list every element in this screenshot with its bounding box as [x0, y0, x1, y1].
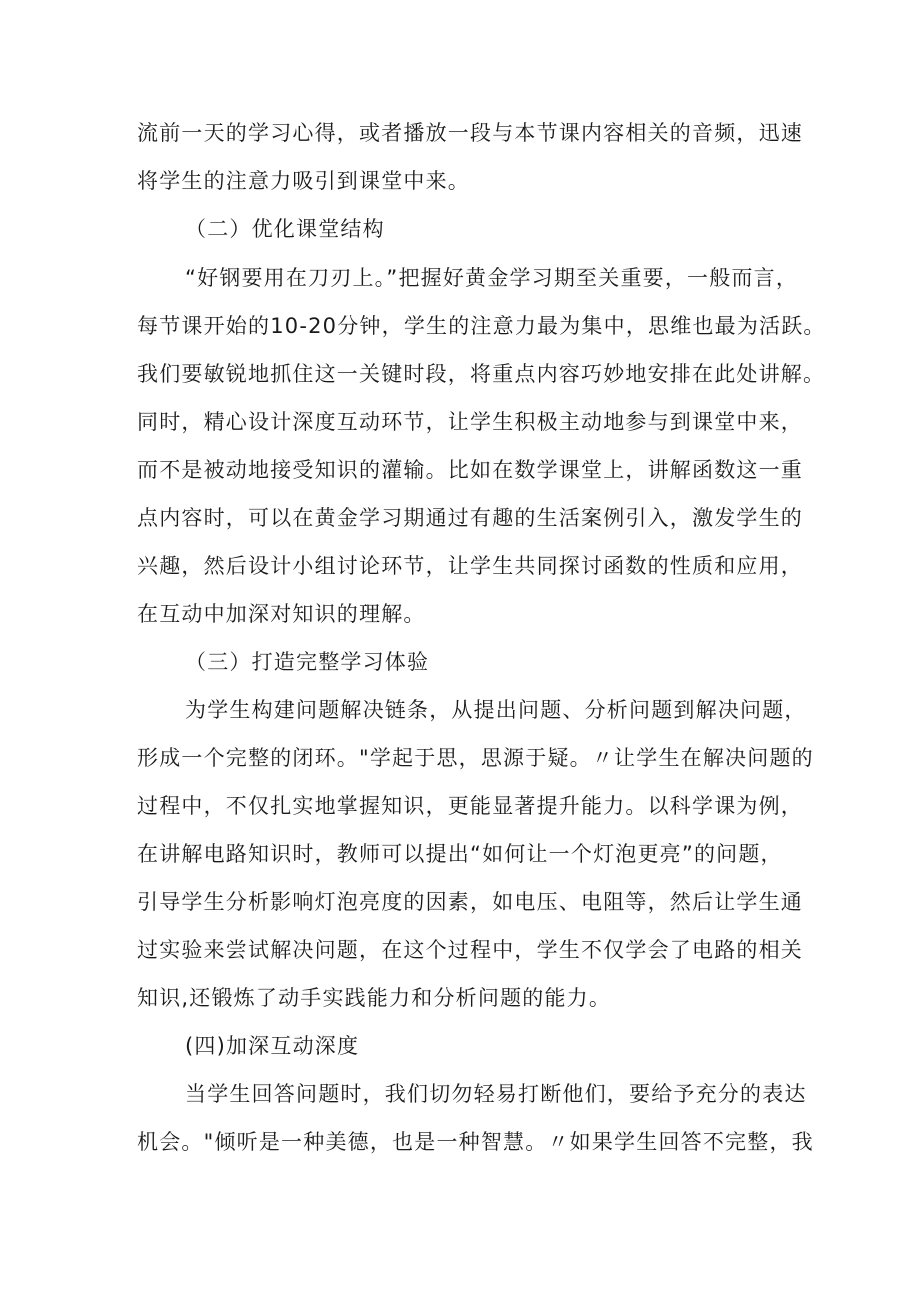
body-line: 机会。"倾听是一种美德，也是一种智慧。〃如果学生回答不完整，我 — [137, 1130, 814, 1154]
body-line: 过实验来尝试解决问题，在这个过程中，学生不仅学会了电路的相关 — [137, 938, 803, 962]
body-line: 点内容时，可以在黄金学习期通过有趣的生活案例引入，激发学生的 — [137, 506, 803, 530]
body-line: 将学生的注意力吸引到课堂中来。 — [137, 169, 470, 193]
body-line: 为学生构建问题解决链条，从提出问题、分析问题到解决问题， — [185, 698, 807, 722]
body-line: “好钢要用在刀刃上。”把握好黄金学习期至关重要，一般而言， — [185, 266, 799, 290]
body-line: 引导学生分析影响灯泡亮度的因素，如电压、电阻等，然后让学生通 — [137, 890, 803, 914]
section-heading-3: （三）打造完整学习体验 — [185, 650, 430, 674]
body-line: 知识,还锻炼了动手实践能力和分析问题的能力。 — [137, 986, 612, 1010]
body-line: 而不是被动地接受知识的灌输。比如在数学课堂上，讲解函数这一重 — [137, 458, 803, 482]
section-heading-2: （二）优化课堂结构 — [185, 217, 385, 241]
section-heading-4: (四)加深互动深度 — [185, 1034, 360, 1058]
body-line: 同时，精心设计深度互动环节，让学生积极主动地参与到课堂中来， — [137, 410, 803, 434]
body-line: 当学生回答问题时，我们切勿轻易打断他们，要给予充分的表达 — [185, 1082, 807, 1106]
body-line: 每节课开始的10-20分钟，学生的注意力最为集中，思维也最为活跃。 — [137, 314, 826, 338]
body-line: 过程中，不仅扎实地掌握知识，更能显著提升能力。以科学课为例， — [137, 794, 803, 818]
body-line: 流前一天的学习心得，或者播放一段与本节课内容相关的音频，迅速 — [137, 121, 803, 145]
body-line: 我们要敏锐地抓住这一关键时段，将重点内容巧妙地安排在此处讲解。 — [137, 362, 826, 386]
body-line: 在互动中加深对知识的理解。 — [137, 602, 426, 626]
body-line: 兴趣，然后设计小组讨论环节，让学生共同探讨函数的性质和应用， — [137, 554, 803, 578]
body-line: 形成一个完整的闭环。"学起于思，思源于疑。〃让学生在解决问题的 — [137, 746, 814, 770]
body-line: 在讲解电路知识时，教师可以提出“如何让一个灯泡更亮”的问题， — [137, 842, 783, 866]
